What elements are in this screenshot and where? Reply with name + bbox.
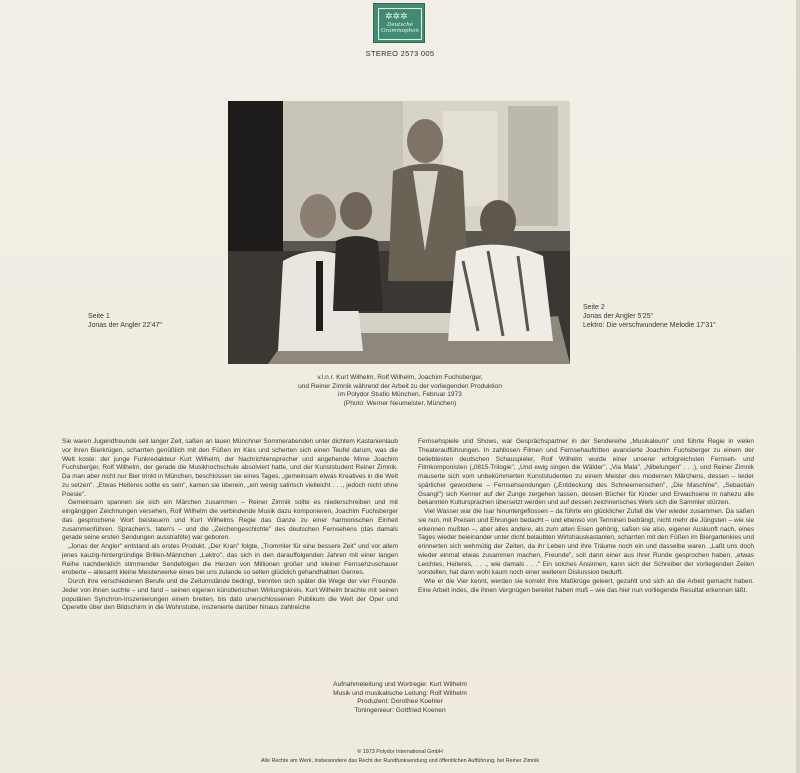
- caption-line: im Polydor Studio München, Februar 1973: [338, 391, 462, 399]
- production-credits: [260, 681, 540, 715]
- studio-photo-graphic: [228, 101, 570, 364]
- credit-line: Produzent: Dorothee Koehler: [357, 698, 443, 706]
- liner-notes-left-column: [62, 438, 398, 613]
- liner-paragraph: „Jonas der Angler" entstand als erstes Produkt, „Der Kran" folgte, „Trommler für eine bessere Zeit" und vor allem jenes kauzig-hintergründige Brillen-Männchen „Lektro", das sich in den darauffolgenden Jahren mit einer langen Reihe nachdenklich stimmender Sendefolgen die Herzen von Millionen großer und kleiner Fernsehzuschauer eroberte – allesamt kleine Meisterwerke eines bei uns zulande so selten glücklich gehandhabten Genres.: [62, 543, 398, 577]
- tulip-crown-icon: ✲✲✲: [385, 12, 408, 22]
- liner-paragraph: Gemeinsam spannen sie sich ein Märchen zusammen – Reiner Zimnik sollte es niederschreiben und mit eingängigen Zeichnungen versehen, Rolf Wilhelm die verbindende Musik dazu komponieren, Joachim Fuchsberger das gesprochene Wort beisteuern und Kurt Wilhelms Regie das Ganze zu einer harmonischen Einheit zusammenführen. Sprachen's, taten's – und die „Zeichengeschichte" des deutschen Fernsehens (das damals gerade seine ersten Sendungen ausstrahlte) war geboren.: [62, 499, 398, 542]
- side-2-title: Seite 2: [583, 304, 605, 311]
- liner-paragraph: Fernsehspiele und Shows, war Gesprächspartner in der Sendereihe „Musikaleum" und führte Regie in vielen Theateraufführungen. In zahllosen Filmen und Fernsehauftritten avancierte Joachim Fuchsberger zu einem der beliebtesten deutschen Schauspieler, Rolf Wilhelm wurde einer unserer erfolgreichsten Fernseh- und Filmkomponisten („0815-Trilogie", „Und ewig singen die Wälder", „Via Mala", „Nibelungen" . . .), und Reiner Zimnik mauserte sich vom unbekümmerten Kunststudenten zu einem Meister des modernen Märchens, dessen – leider spärlicher gewordene – Fernsehsendungen („Entdeckung des Schneemenschen", „Die Maschine", „Sebastian Gsangl") sich Kenner auf der Zunge zergehen lassen, dessen Bücher für Kinder und Erwachsene in nahezu alle bekannten Kultursprachen übersetzt werden und auf dessen zeichnerisches Werk sich die Sammler stürzen.: [418, 438, 754, 507]
- liner-notes-right-column: [418, 438, 754, 596]
- side-2-listing: [583, 303, 716, 330]
- cover-edge: [796, 0, 800, 773]
- side-1-listing: [88, 312, 162, 330]
- caption-line: v.l.n.r. Kurt Wilhelm, Rolf Wilhelm, Joachim Fuchsberger,: [317, 374, 483, 381]
- logo-frame: [378, 8, 422, 40]
- studio-photo: [228, 101, 570, 364]
- logo-brand-line1: Deutsche: [386, 22, 414, 28]
- catalog-number: STEREO 2573 005: [365, 49, 435, 58]
- side-2-track-2: Lektro: Die verschwundene Melodie 17'31": [583, 322, 716, 329]
- side-1-track: Jonas der Angler 22'47": [88, 322, 162, 329]
- liner-paragraph: Durch ihre verschiedenen Berufe und die Zeitumstände bedingt, trennten sich später die Wege der vier Freunde. Jeder von ihnen suchte – und fand – seinen eigenen künstlerischen Wirkungskreis. Kurt Wilhelm brachte mit seinen populären Synchron-Inszenierungen einem breiten, bis dato unerschlossenen Publikum die Welt der Oper und Operette über den Bildschirm in die Wohnstube, inszenierte darüber hinaus zahlreiche: [62, 578, 398, 612]
- liner-paragraph: Viel Wasser war die Isar hinuntergeflossen – da führte ein glücklicher Zufall die Vier wieder zusammen. Da saßen sie nun, mit Preisen und Ehrungen bedacht – und ebenso von Terminen bedrängt, nicht mehr die Jüngsten – wie sie erkennen mußten –, aber alles andere, als zum alten Eisen gehörig, saßen sie also, eigener Auskunft nach, eines Tages wieder beieinander unter dicht belaubten Wirtshauskastanien, scharrten mit den Füßen im Biergartenkies und erinnerten sich wehmütig der Zeiten, da ihr Leben und ihre Träume noch ein und dasselbe waren. „Laßt uns doch wieder einmal etwas zusammen machen, Freunde", soll dann einer aus ihrer Runde gesprochen haben, „etwas Leichtes, Heiteres, . . ., wie damals . . ." Ein solches Ansinnen, kann sich der Schreiber der vorliegenden Zeilen vorstellen, hat dann wohl kaum noch einer weiteren Diskussion bedurft.: [418, 508, 754, 577]
- liner-paragraph: Sie waren Jugendfreunde seit langer Zeit, saßen an lauen Münchner Sommerabenden unter dichtem Kastanienlaub vor ihren Bierkrügen, scharrten genüßlich mit den Füßen im Kies und scherten sich einen Teufel darum, was die Welt koste: der junge Funkredakteur Kurt Wilhelm, der Nachrichtensprecher und angehende Mime Joachim Fuchsberger, Rolf Wilhelm, der gerade die Musikhochschule absolviert hatte, und der Kunststudent Reiner Zimnik. Da man aber nicht nur Bier trinkt in München, beschlossen sie eines Tages, „gemeinsam etwas Kreatives in die Welt zu setzen". „Etwas Heiteres sollte es sein", kamen sie überein, „ein wenig satirisch vielleicht . . ., jedoch nicht ohne Poesie".: [62, 438, 398, 498]
- liner-paragraph: Wie er die Vier kennt, werden sie korrekt ihre Maßkrüge geleert, gezahlt und sich an die Arbeit gemacht haben. Eine Arbeit indes, die ihnen Vergnügen bereitet haben muß – wie das hier nun vorliegende Resultat erkennen läßt.: [418, 578, 754, 594]
- rights-notice: Alle Rechte am Werk, insbesondere das Recht der Rundfunksendung und öffentlichen Aufführung, bei Reiner Zimnik: [260, 758, 540, 764]
- caption-line: (Photo: Werner Neumeister, München): [343, 400, 457, 408]
- copyright-notice: ℗ 1973 Polydor International GmbH: [357, 749, 443, 755]
- credit-line: Musik und musikalische Leitung: Rolf Wilhelm: [333, 689, 467, 697]
- credit-line: Toningenieur: Gottfried Koenen: [354, 706, 446, 714]
- caption-line: und Reiner Zimnik während der Arbeit zu der vorliegenden Produktion: [298, 382, 502, 390]
- credit-line: Aufnahmeleitung und Wortregie: Kurt Wilhelm: [333, 681, 467, 688]
- side-2-track-1: Jonas der Angler 5'25": [583, 313, 653, 320]
- deutsche-grammophon-logo: [373, 3, 425, 43]
- photo-caption: [230, 374, 570, 409]
- side-1-title: Seite 1: [88, 313, 110, 320]
- logo-brand-line2: Grammophon: [381, 28, 419, 34]
